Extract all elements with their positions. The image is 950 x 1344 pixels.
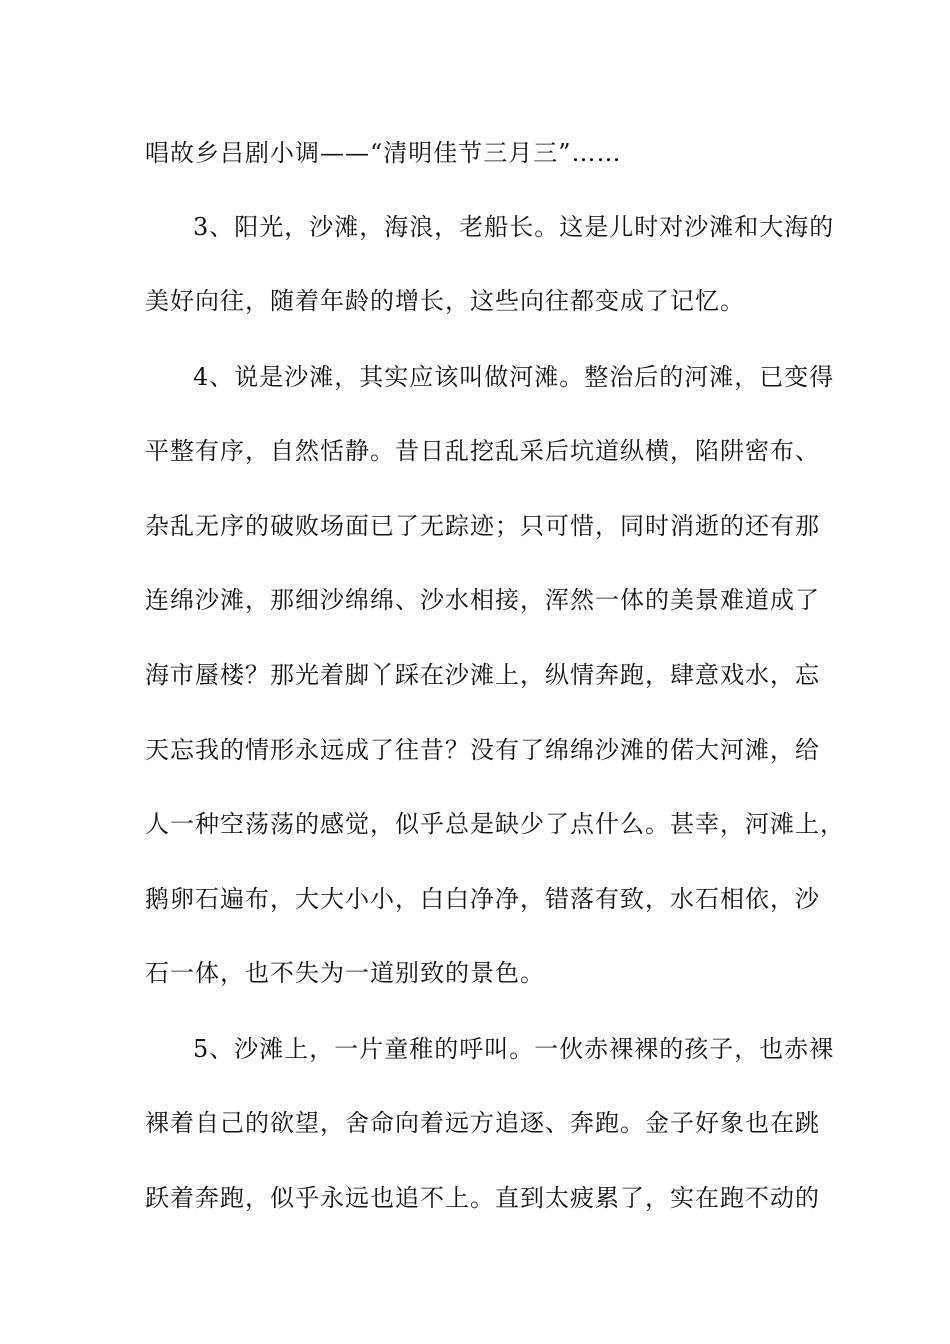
paragraph-3-line-1: 3、阳光，沙滩，海浪，老船长。这是儿时对沙滩和大海的 (193, 213, 835, 241)
text-line: 美好向往，随着年龄的增长，这些向往都变成了记忆。 (145, 287, 745, 315)
text-line: 人一种空荡荡的感觉，似乎总是缺少了点什么。甚幸，河滩上， (145, 810, 845, 838)
text-line: 杂乱无序的破败场面已了无踪迹；只可惜，同时消逝的还有那 (145, 512, 820, 540)
text-line: 平整有序，自然恬静。昔日乱挖乱采后坑道纵横，陷阱密布、 (145, 437, 820, 465)
paragraph-5-line-1: 5、沙滩上，一片童稚的呼叫。一伙赤裸裸的孩子，也赤裸 (193, 1035, 835, 1063)
text-line: 裸着自己的欲望，舍命向着远方追逐、奔跑。金子好象也在跳 (145, 1109, 820, 1137)
text-line: 连绵沙滩，那细沙绵绵、沙水相接，浑然一体的美景难道成了 (145, 586, 820, 614)
text-line: 跃着奔跑，似乎永远也追不上。直到太疲累了，实在跑不动的 (145, 1184, 820, 1212)
text-line: 石一体，也不失为一道别致的景色。 (145, 959, 545, 987)
text-line: 天忘我的情形永远成了往昔？没有了绵绵沙滩的偌大河滩，给 (145, 736, 820, 764)
text-line: 海市蜃楼？那光着脚丫踩在沙滩上，纵情奔跑，肆意戏水，忘 (145, 661, 820, 689)
text-line: 唱故乡吕剧小调——“清明佳节三月三”…… (145, 139, 622, 167)
paragraph-4-line-1: 4、说是沙滩，其实应该叫做河滩。整治后的河滩，已变得 (193, 363, 835, 391)
text-line: 鹅卵石遍布，大大小小，白白净净，错落有致，水石相依，沙 (145, 885, 820, 913)
